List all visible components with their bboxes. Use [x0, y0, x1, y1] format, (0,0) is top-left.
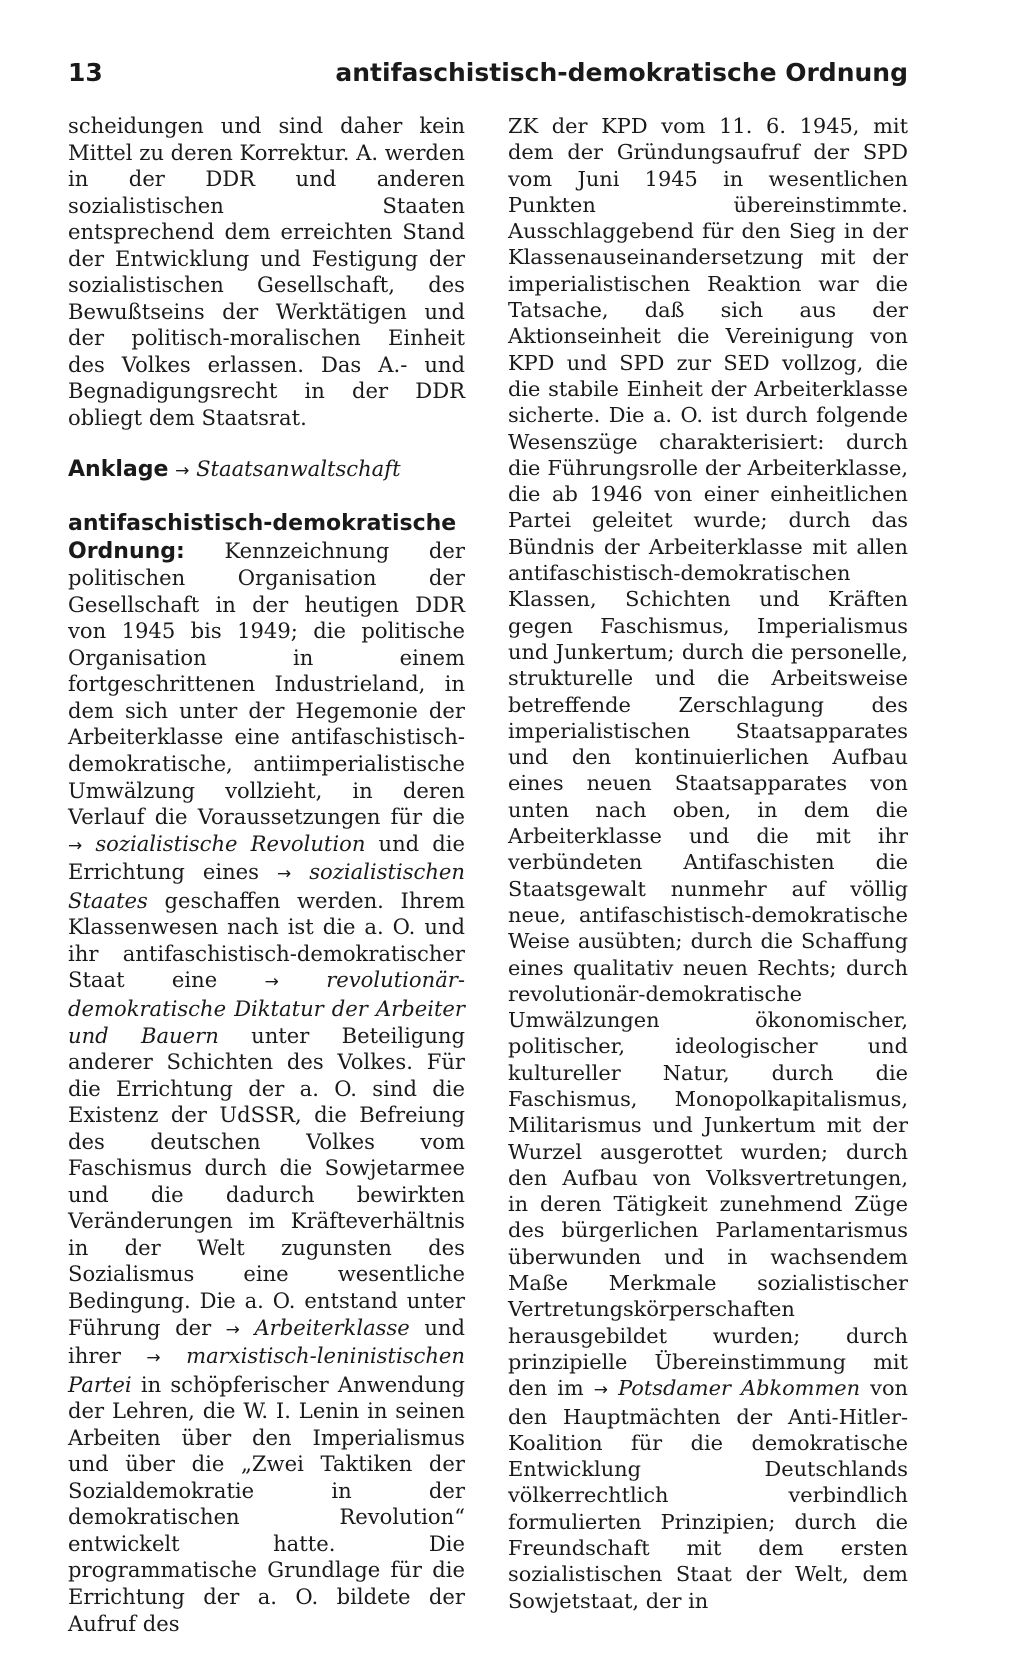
entry-text: unter Beteiligung anderer Schichten des Volkes. Für die Errichtung der a. O. sind die Existenz der UdSSR, die Befreiung des deutschen Volkes vom Faschismus durch die Sowjetarmee und die dadurch bewirkten Veränderungen im Kräfteverhältnis in der Welt zugunsten des Sozialismus eine wesentliche Bedingung. Die a. O. entstand unter Führung der — [68, 1022, 465, 1340]
running-head: antifaschistisch-demokratische Ordnung — [335, 58, 908, 87]
cross-reference-staatsanwaltschaft[interactable]: Staatsanwaltschaft — [196, 455, 401, 481]
cross-reference-marxistisch-leninistische-partei[interactable]: marxistisch-leninistischen Partei — [68, 1343, 465, 1397]
cross-reference-arrow-icon: → — [68, 835, 83, 856]
entry-anklage — [68, 456, 465, 485]
left-column — [68, 113, 465, 1637]
cross-reference-arrow-icon: → — [225, 1319, 240, 1340]
cross-reference-arbeiterklasse[interactable]: Arbeiterklasse — [254, 1314, 410, 1340]
entry-text: und ihrer — [68, 1314, 465, 1369]
cross-reference-sozialistischen-staates[interactable]: sozialistischen Staates — [68, 859, 465, 913]
cross-reference-arrow-icon: → — [593, 1380, 609, 1401]
headword-anklage: Anklage — [68, 456, 169, 482]
cross-reference-arrow-icon: → — [175, 460, 190, 481]
entry-continuation-paragraph: scheidungen und sind daher kein Mittel zu deren Korrektur. A. werden in der DDR und anderen sozialistischen Staaten entsprechend dem erreichten Stand der Entwicklung und Festigung der sozialistischen Gesellschaft, des Bewußtseins der Werktätigen und der politisch-moralischen Einheit des Volkes erlassen. Das A.- und Begnadigungsrecht in der DDR obliegt dem Staatsrat. — [68, 113, 465, 431]
entry-continuation-right — [508, 113, 908, 1614]
entry-text: Kennzeichnung der politischen Organisation der Gesellschaft in der heutigen DDR von 1945 bis 1949; die politische Organisation in einem fortgeschrittenen Industrieland, in dem sich unter der Hegemonie der Arbeiterklasse eine antifaschistisch-demokratische, antiimperialistische Umwälzung vollzieht, in deren Verlauf die Voraussetzungen für die — [68, 537, 465, 830]
headword-line-2: Ordnung: — [68, 538, 185, 564]
cross-reference-arrow-icon: → — [276, 864, 292, 885]
entry-text: geschaffen werden. Ihrem Klassenwesen nach ist die a. O. und ihr antifaschistisch-demokratischer Staat eine — [68, 887, 465, 993]
page-number: 13 — [68, 58, 103, 87]
cross-reference-arrow-icon: → — [264, 972, 279, 993]
cross-reference-sozialistische-revolution[interactable]: sozialistische Revolution — [95, 830, 366, 856]
entry-antifaschistisch-demokratische-ordnung — [68, 510, 465, 1637]
cross-reference-revolutionaer-demokratische-diktatur[interactable]: revolutionär-demokratische Diktatur der Arbeiter und Bauern — [68, 967, 465, 1048]
page-header — [68, 58, 908, 92]
entry-text: und die Errichtung eines — [68, 830, 465, 885]
right-column — [508, 113, 908, 1614]
cross-reference-arrow-icon: → — [146, 1348, 161, 1369]
headword-line-1: antifaschistisch-demokratische — [68, 511, 457, 537]
cross-reference-potsdamer-abkommen[interactable]: Potsdamer Abkommen — [618, 1376, 861, 1401]
entry-text: von den Hauptmächten der Anti-Hitler-Koalition für die demokratische Entwicklung Deutschlands völkerrechtlich verbindlich formulierten Prinzipien; durch die Freundschaft mit dem ersten sozialistischen Staat der Welt, dem Sowjetstaat, der in — [508, 1376, 908, 1613]
entry-text: ZK der KPD vom 11. 6. 1945, mit dem der Gründungsaufruf der SPD vom Juni 1945 in wesentlichen Punkten übereinstimmte. Ausschlaggebend für den Sieg in der Klassenauseinandersetzung mit der imperialistischen Reaktion war die Tatsache, daß sich aus der Aktionseinheit die Vereinigung von KPD und SPD zur SED vollzog, die die stabile Einheit der Arbeiterklasse sicherte. Die a. O. ist durch folgende Wesenszüge charakterisiert: durch die Führungsrolle der Arbeiterklasse, die ab 1946 von einer einheitlichen Partei geleitet wurde; durch das Bündnis der Arbeiterklasse mit allen antifaschistisch-demokratischen Klassen, Schichten und Kräften gegen Faschismus, Imperialismus und Junkertum; durch die personelle, strukturelle und die Arbeitsweise betreffende Zerschlagung des imperialistischen Staatsapparates und den kontinuierlichen Aufbau eines neuen Staatsapparates von unten nach oben, in dem die Arbeiterklasse und die mit ihr verbündeten Antifaschisten die Staatsgewalt nunmehr auf völlig neue, antifaschistisch-demokratische Weise ausübten; durch die Schaffung eines qualitativ neuen Rechts; durch revolutionär-demokratische Umwälzungen ökonomischer, politischer, ideologischer und kultureller Natur, durch die Faschismus, Monopolkapitalismus, Militarismus und Junkertum mit der Wurzel ausgerottet wurden; durch den Aufbau von Volksvertretungen, in deren Tätigkeit zunehmend Züge des bürgerlichen Parlamentarismus überwunden und in wachsendem Maße Merkmale sozialistischer Vertretungskörperschaften herausgebildet wurden; durch prinzipielle Übereinstimmung mit den im — [508, 114, 908, 1401]
entry-text: in schöpferischer Anwendung der Lehren, die W. I. Lenin in seinen Arbeiten über den Imperialismus und über die „Zwei Taktiken der Sozialdemokratie in der demokratischen Revolution“ entwickelt hatte. Die programmatische Grundlage für die Errichtung der a. O. bildete der Aufruf des — [68, 1371, 465, 1636]
